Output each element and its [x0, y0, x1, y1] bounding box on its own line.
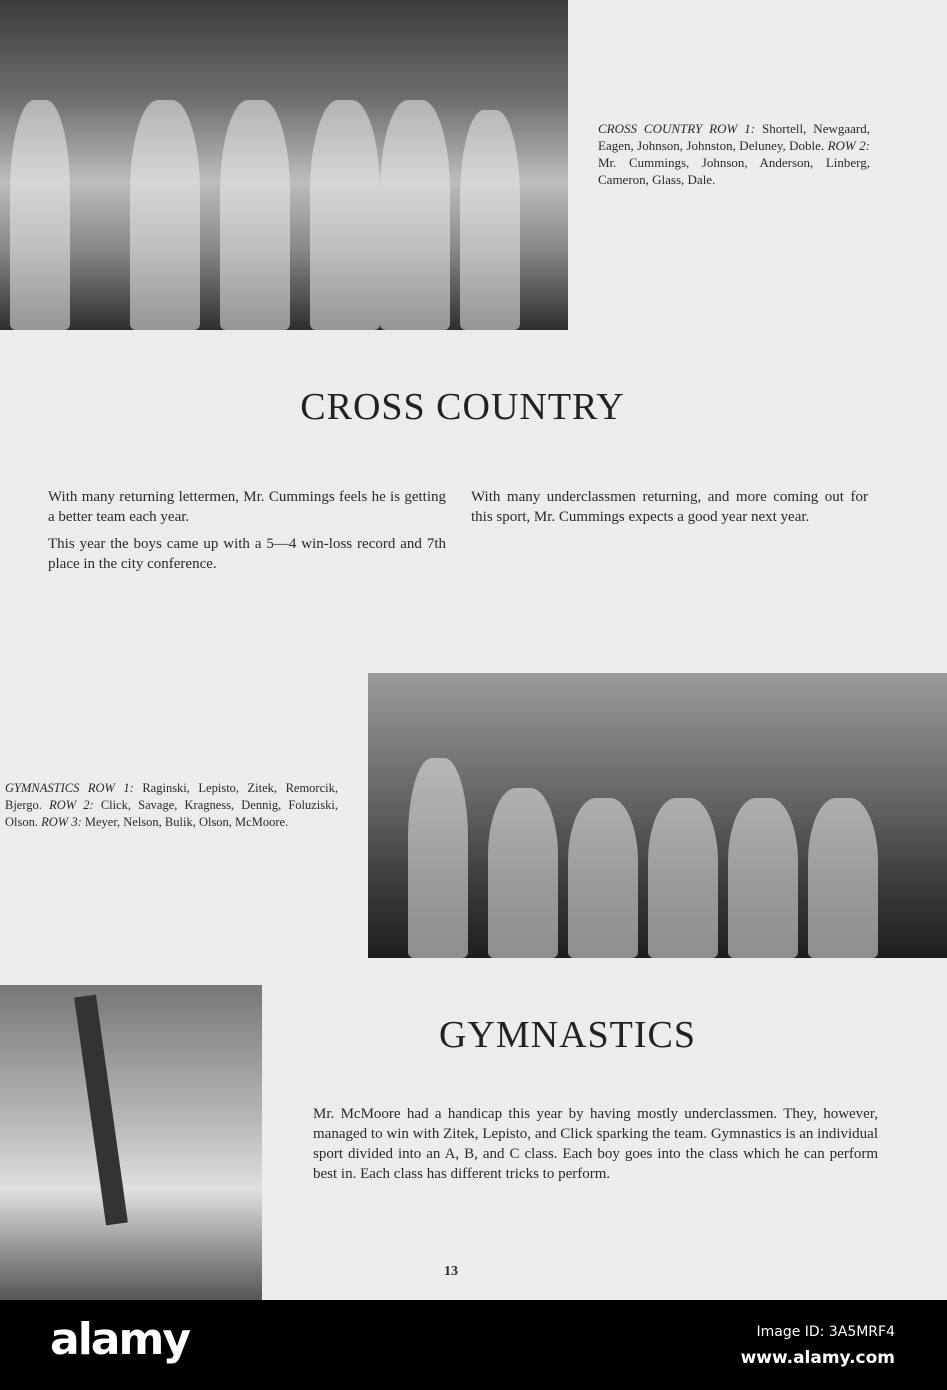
cross-country-title: CROSS COUNTRY [300, 386, 625, 428]
gymnastics-team-photo [368, 673, 947, 958]
image-id: Image ID: 3A5MRF4 [756, 1324, 895, 1340]
cross-country-left-column: With many returning lettermen, Mr. Cummings feels he is getting a better team each year. This year the boys came up with a 5—4 win-loss record and 7th place in the city conference. [48, 489, 446, 572]
cross-country-right-column: With many underclassmen returning, and more coming out for this sport, Mr. Cummings expects a good year next year. [471, 489, 868, 525]
gymnastics-caption: GYMNASTICS ROW 1: Raginski, Lepisto, Zitek, Remorcik, Bjergo. ROW 2: Click, Savage, Kragness, Dennig, Foluziski, Olson. ROW 3: Meyer, Nelson, Bulik, Olson, McMoore. [5, 781, 338, 829]
alamy-footer [0, 1300, 947, 1390]
page-number: 13 [444, 1264, 458, 1279]
alamy-logo: alamy [50, 1314, 189, 1365]
cross-country-caption: CROSS COUNTRY ROW 1: Shortell, Newgaard, Eagen, Johnson, Johnston, Deluney, Doble. ROW 2: Mr. Cummings, Johnson, Anderson, Linberg, Cameron, Glass, Dale. [598, 121, 870, 187]
gymnastics-paragraph: Mr. McMoore had a handicap this year by having mostly underclassmen. They, however, managed to win with Zitek, Lepisto, and Click sparking the team. Gymnastics is an individual sport divided into an A, B, and C class. Each boy goes into the class which he can perform best in. Each class has different tricks to perform. [313, 1106, 878, 1182]
gymnastics-title: GYMNASTICS [438, 1014, 697, 1056]
alamy-url: www.alamy.com [740, 1348, 895, 1368]
gymnast-handstand-photo [0, 985, 262, 1300]
cross-country-team-photo [0, 0, 568, 330]
